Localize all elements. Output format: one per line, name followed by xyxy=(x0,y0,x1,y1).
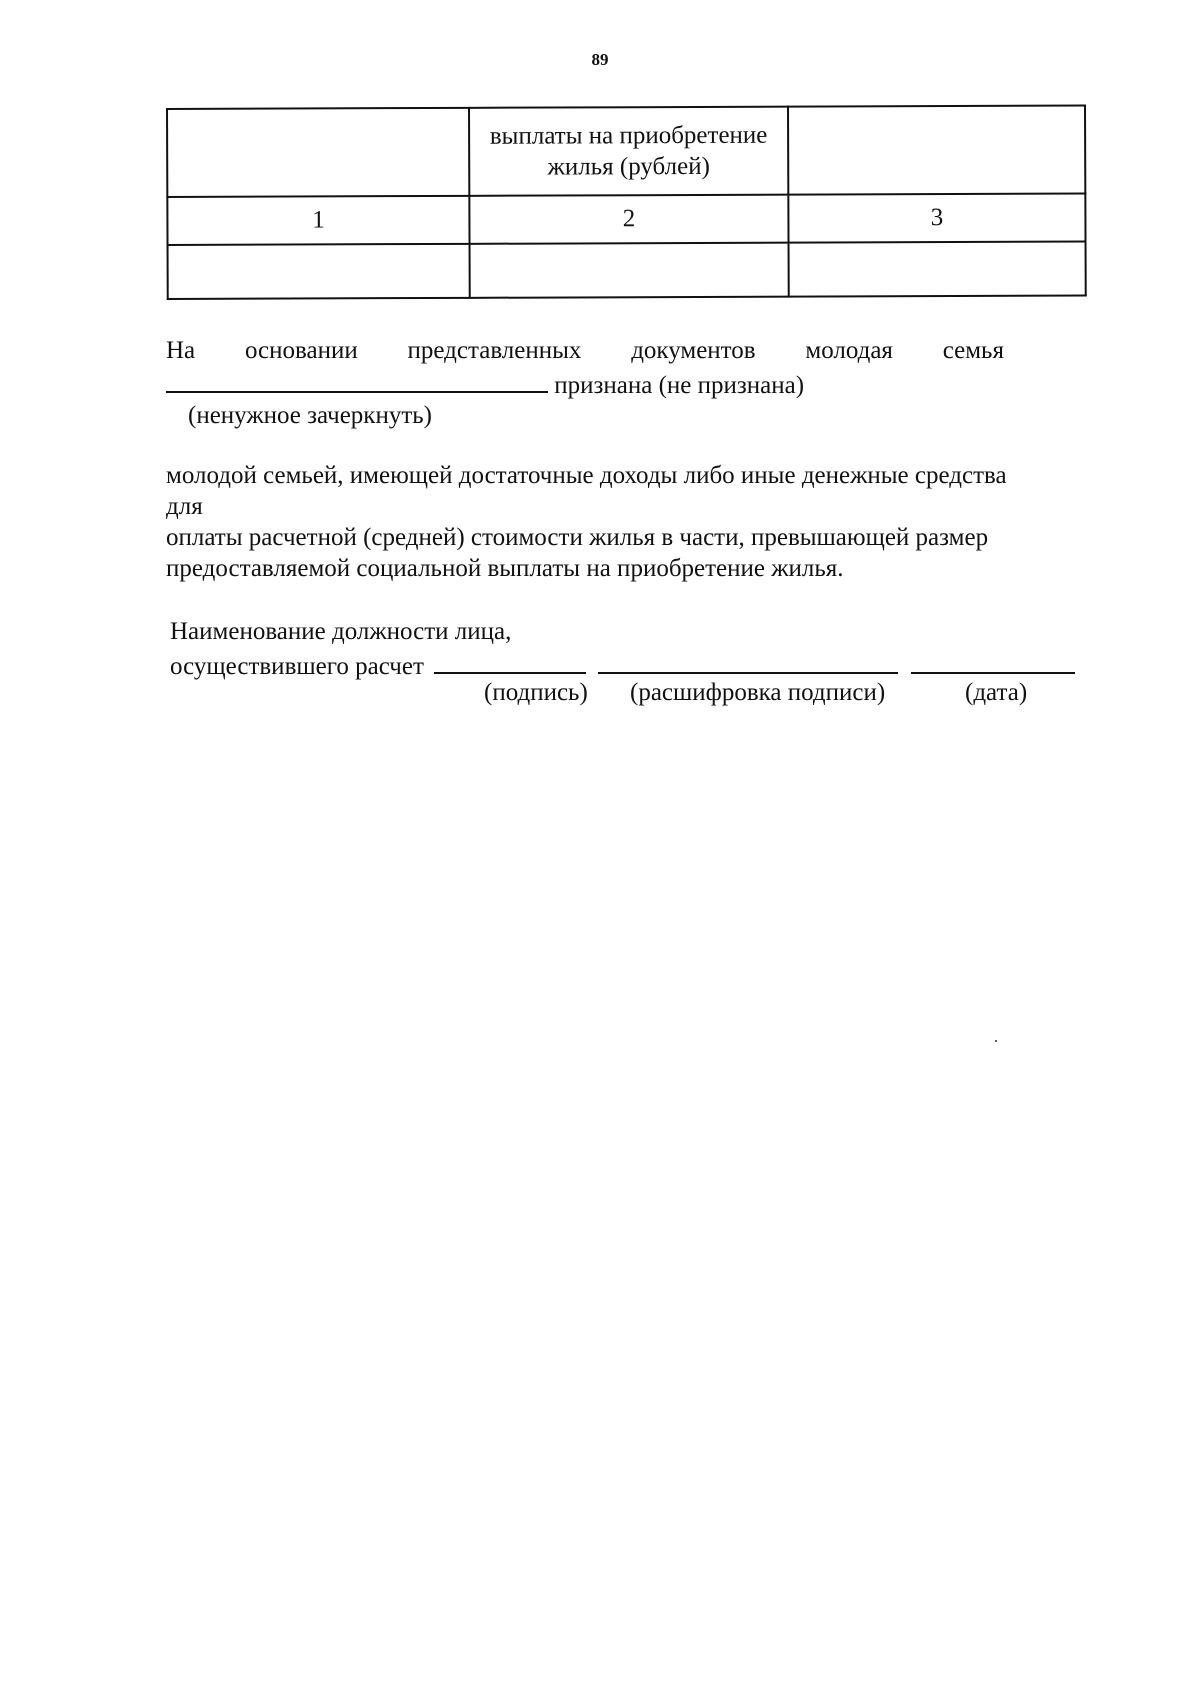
table-cell xyxy=(789,241,1086,296)
column-number-1: 1 xyxy=(167,196,469,245)
calculated-by-line xyxy=(170,648,1075,682)
basis-word: документов xyxy=(631,337,756,364)
family-name-blank xyxy=(166,367,548,393)
table-cell xyxy=(470,243,789,298)
strike-out-hint: (ненужное зачеркнуть) xyxy=(188,402,432,429)
paragraph-line: предоставляемой социальной выплаты на приобретение жилья. xyxy=(166,555,844,582)
basis-word: представленных xyxy=(407,337,582,364)
paragraph-line: для xyxy=(166,493,203,520)
basis-word: На xyxy=(166,337,196,364)
table-cell xyxy=(788,105,1085,194)
conclusion-paragraph xyxy=(166,460,1086,584)
date-caption: (дата) xyxy=(965,679,1028,706)
signature-caption: (подпись) xyxy=(484,679,588,706)
scan-speck xyxy=(995,1040,997,1042)
basis-sentence xyxy=(166,336,1004,366)
calculation-table xyxy=(166,104,1087,300)
table-header-row xyxy=(167,105,1085,197)
position-label: Наименование должности лица, xyxy=(170,618,512,645)
recognition-status: признана (не признана) xyxy=(554,372,805,399)
family-name-line xyxy=(166,367,804,401)
paragraph-line: молодой семьей, имеющей достаточные доходы либо иные денежные средства xyxy=(166,462,1007,489)
table-cell xyxy=(167,108,469,197)
basis-word: молодая xyxy=(805,337,893,364)
signature-decoding-blank xyxy=(598,648,898,674)
paragraph-line: оплаты расчетной (средней) стоимости жилья в части, превышающей размер xyxy=(166,524,989,551)
column-number-2: 2 xyxy=(469,195,788,244)
basis-word: семья xyxy=(942,337,1004,364)
table-header-social-payment: выплаты на приобретение жилья (рублей) xyxy=(469,107,788,196)
basis-word: основании xyxy=(244,337,358,364)
date-blank xyxy=(911,648,1075,674)
table-cell xyxy=(168,244,470,299)
signature-decoding-caption: (расшифровка подписи) xyxy=(630,679,886,706)
table-row xyxy=(167,193,1085,245)
table-row xyxy=(168,241,1086,299)
calculated-by-label: осуществившего расчет xyxy=(170,653,424,680)
calculation-table-wrapper xyxy=(166,104,1085,300)
page-number: 89 xyxy=(591,50,609,69)
signature-blank xyxy=(434,648,586,674)
column-number-3: 3 xyxy=(788,193,1085,242)
